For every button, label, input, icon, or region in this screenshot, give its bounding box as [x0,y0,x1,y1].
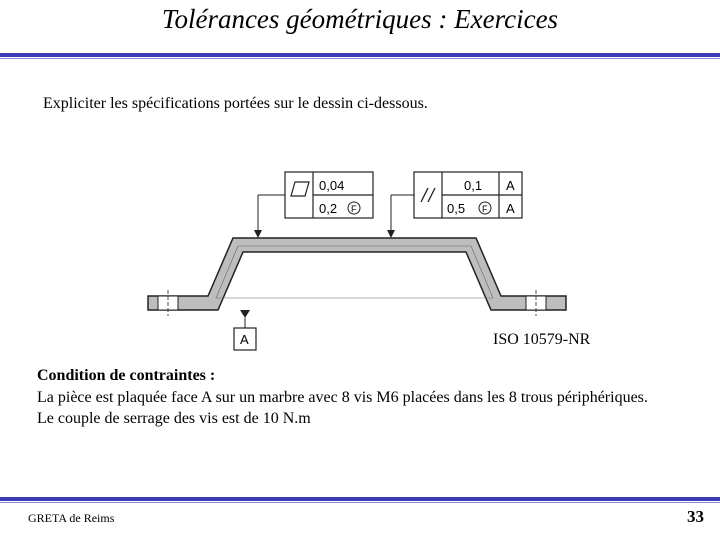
datum-feature-a [234,310,256,350]
condition-heading: Condition de contraintes : [37,367,216,384]
top-rule-thin [0,58,720,59]
exercise-instruction: Expliciter les spécifications portées sur le dessin ci-dessous. [43,95,428,112]
part-profile [148,238,566,310]
flatness-row1-value: 0,04 [319,178,345,193]
parallelism-row1-datum: A [506,178,515,193]
technical-drawing [108,150,591,360]
bottom-rule-thin [0,502,720,503]
free-state-modifier: F [351,204,357,214]
parallelism-row2-datum: A [506,201,515,216]
free-state-modifier-2: F [482,204,488,214]
part-profile-inner [216,246,493,298]
standard-reference: ISO 10579-NR [493,331,591,348]
parallelism-control-frame [414,172,522,218]
page-number: 33 [687,507,704,526]
slide-title: Tolérances géométriques : Exercices [161,4,559,34]
top-rule [0,53,720,57]
parallelism-row2-value: 0,5 [447,201,466,216]
parallelism-row1-value: 0,1 [464,178,483,193]
flatness-row2-value: 0,2 [319,201,338,216]
flatness-control-frame [285,172,373,218]
condition-text: La pièce est plaquée face A sur un marbre avec 8 vis M6 placées dans les 8 trous périphériques. Le couple de serrage des vis est de 10 N.m [37,389,648,427]
datum-label: A [240,332,249,347]
bottom-rule [0,497,720,501]
footer-organization: GRETA de Reims [28,511,115,525]
